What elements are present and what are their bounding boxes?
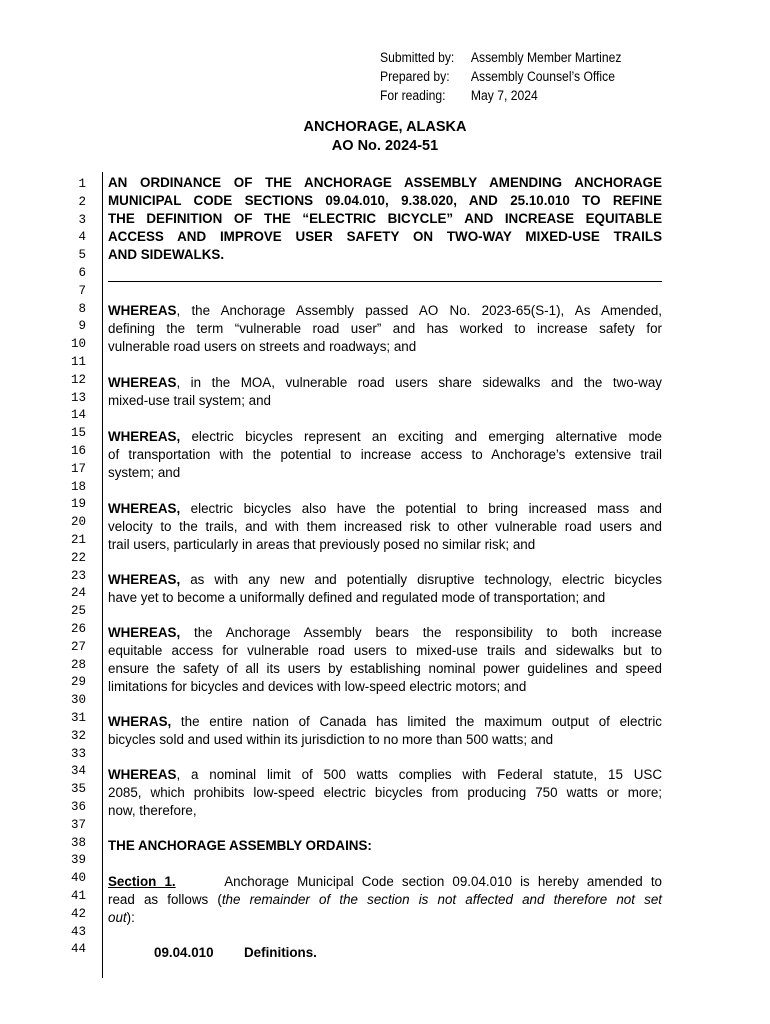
ordinance-title-line: AN ORDINANCE OF THE ANCHORAGE ASSEMBLY AMENDING ANCHORAGE — [108, 175, 662, 190]
line-number: 25 — [70, 604, 86, 619]
line-number: 27 — [70, 639, 86, 654]
ordains-heading: THE ANCHORAGE ASSEMBLY ORDAINS: — [108, 838, 372, 853]
section-1-italic-text: the remainder of the section is not affected and therefore not set — [221, 892, 662, 907]
line-number: 30 — [70, 693, 86, 708]
whereas-clause — [108, 428, 662, 482]
line-number: 12 — [70, 372, 86, 387]
line-number: 15 — [70, 426, 86, 441]
line-number: 26 — [70, 622, 86, 636]
whereas-lead: WHEREAS — [108, 767, 177, 782]
line-number: 24 — [70, 586, 86, 601]
line-number: 3 — [78, 212, 86, 227]
line-number: 11 — [70, 355, 86, 369]
line-number: 44 — [70, 942, 86, 957]
prepared-by-label: Prepared by: — [380, 69, 450, 84]
whereas-text: have yet to become a uniformally defined and regulated mode of transportation; and — [108, 590, 606, 605]
document-heading-ordinance-number: AO No. 2024-51 — [331, 138, 439, 154]
line-number: 33 — [70, 746, 86, 761]
line-number-margin-rule — [102, 172, 103, 978]
whereas-text: the entire nation of Canada has limited the maximum output of electric — [171, 714, 662, 729]
line-number: 7 — [78, 283, 86, 298]
whereas-text: the Anchorage Assembly bears the responsibility to both increase — [180, 625, 662, 640]
for-reading-row — [380, 86, 621, 105]
line-number: 10 — [70, 337, 86, 352]
line-number: 29 — [70, 675, 86, 690]
whereas-clause — [108, 302, 662, 356]
whereas-text: velocity to the trails, and with them increased risk to other vulnerable road users and — [108, 519, 662, 534]
line-number: 34 — [70, 764, 86, 779]
line-number: 16 — [70, 444, 86, 458]
whereas-text: defining the term “vulnerable road user” and has worked to increase safety for — [108, 321, 662, 336]
whereas-text: now, therefore, — [108, 803, 197, 818]
whereas-text: system; and — [108, 465, 181, 480]
whereas-text: of transportation with the potential to increase access to Anchorage’s extensive trail — [108, 447, 662, 462]
whereas-text: , in the MOA, vulnerable road users share sidewalks and the two-way — [176, 375, 662, 390]
definitions-section-label: Definitions. — [244, 945, 317, 960]
line-number: 41 — [70, 889, 86, 903]
line-number: 28 — [70, 657, 86, 672]
whereas-text: bicycles sold and used within its jurisdiction to no more than 500 watts; and — [108, 732, 554, 747]
section-1-text: ): — [126, 910, 135, 925]
whereas-lead: WHEREAS, — [108, 429, 181, 444]
for-reading-value: May 7, 2024 — [470, 88, 538, 103]
section-1-label: Section 1. — [108, 874, 176, 889]
line-number: 22 — [70, 550, 86, 565]
whereas-lead: WHEREAS, — [108, 572, 181, 587]
line-number: 17 — [70, 461, 86, 476]
submission-info — [380, 48, 621, 105]
whereas-lead: WHEREAS — [108, 375, 177, 390]
prepared-by-value: Assembly Counsel’s Office — [470, 69, 615, 84]
definitions-heading — [154, 944, 317, 962]
line-number: 32 — [70, 728, 86, 743]
line-number: 18 — [70, 479, 86, 494]
whereas-clause — [108, 500, 662, 554]
whereas-text: 2085, which prohibits low-speed electric bicycles from producing 750 watts or more; — [108, 785, 662, 800]
submitted-by-value: Assembly Member Martinez — [470, 50, 622, 65]
section-1-text: Anchorage Municipal Code section 09.04.010 is hereby amended to — [224, 874, 662, 889]
section-1-text: read as follows ( — [108, 892, 222, 907]
prepared-by-row — [380, 67, 621, 86]
submitted-by-label: Submitted by: — [380, 50, 455, 65]
line-number: 5 — [78, 248, 86, 263]
whereas-text: mixed-use trail system; and — [108, 393, 271, 408]
line-number: 14 — [70, 408, 86, 423]
line-number: 20 — [70, 515, 86, 530]
line-number: 36 — [70, 800, 86, 814]
whereas-text: equitable access for vulnerable road users to mixed-use trails and sidewalks but to — [108, 643, 662, 658]
document-heading-location: ANCHORAGE, ALASKA — [303, 119, 467, 135]
whereas-lead: WHEREAS, — [108, 501, 181, 516]
line-number: 35 — [70, 782, 86, 797]
whereas-text: , a nominal limit of 500 watts complies with Federal statute, 15 USC — [176, 767, 662, 782]
line-number: 23 — [70, 568, 86, 583]
line-number: 42 — [70, 906, 86, 921]
line-number: 37 — [70, 817, 86, 832]
whereas-clause — [108, 571, 662, 607]
line-number: 2 — [78, 194, 86, 209]
line-number: 39 — [70, 853, 86, 868]
line-number: 40 — [70, 871, 86, 886]
section-1-italic-text: out — [108, 910, 127, 925]
line-number: 43 — [70, 924, 86, 939]
whereas-clause — [108, 624, 662, 696]
whereas-text: trail users, particularly in areas that previously posed no similar risk; and — [108, 537, 536, 552]
whereas-clause — [108, 713, 662, 749]
section-1 — [108, 873, 662, 927]
line-number: 13 — [70, 390, 86, 405]
whereas-text: vulnerable road users on streets and roadways; and — [108, 339, 417, 354]
whereas-text: ensure the safety of all its users by establishing nominal power guidelines and speed — [108, 661, 662, 676]
whereas-clause — [108, 374, 662, 410]
line-number: 4 — [78, 230, 86, 245]
line-number: 9 — [78, 319, 86, 334]
line-number: 8 — [78, 301, 86, 316]
line-number: 19 — [70, 497, 86, 512]
ordinance-title-line: MUNICIPAL CODE SECTIONS 09.04.010, 9.38.020, AND 25.10.010 TO REFINE — [108, 193, 662, 208]
definitions-section-code: 09.04.010 — [154, 945, 214, 960]
whereas-lead: WHEREAS — [108, 303, 177, 318]
line-number: 21 — [70, 533, 86, 547]
whereas-lead: WHEREAS, — [108, 625, 181, 640]
for-reading-label: For reading: — [380, 88, 446, 103]
whereas-text: as with any new and potentially disruptive technology, electric bicycles — [180, 572, 662, 587]
line-number: 1 — [78, 177, 86, 191]
whereas-text: electric bicycles also have the potential to bring increased mass and — [180, 501, 662, 516]
ordinance-title-line: THE DEFINITION OF THE “ELECTRIC BICYCLE” AND INCREASE EQUITABLE — [108, 211, 662, 226]
line-number: 31 — [70, 711, 86, 725]
whereas-text: electric bicycles represent an exciting and emerging alternative mode — [180, 429, 662, 444]
title-divider — [108, 281, 662, 282]
whereas-lead: WHERAS, — [108, 714, 172, 729]
whereas-text: , the Anchorage Assembly passed AO No. 2023-65(S-1), As Amended, — [176, 303, 662, 318]
line-number: 6 — [78, 266, 86, 280]
submitted-by-row — [380, 48, 621, 67]
ordinance-title-line: AND SIDEWALKS. — [108, 247, 225, 262]
line-number: 38 — [70, 835, 86, 850]
ordinance-title-line: ACCESS AND IMPROVE USER SAFETY ON TWO-WAY MIXED-USE TRAILS — [108, 229, 662, 244]
whereas-clause — [108, 766, 662, 820]
ordinance-title — [108, 174, 662, 264]
whereas-text: limitations for bicycles and devices with low-speed electric motors; and — [108, 679, 527, 694]
